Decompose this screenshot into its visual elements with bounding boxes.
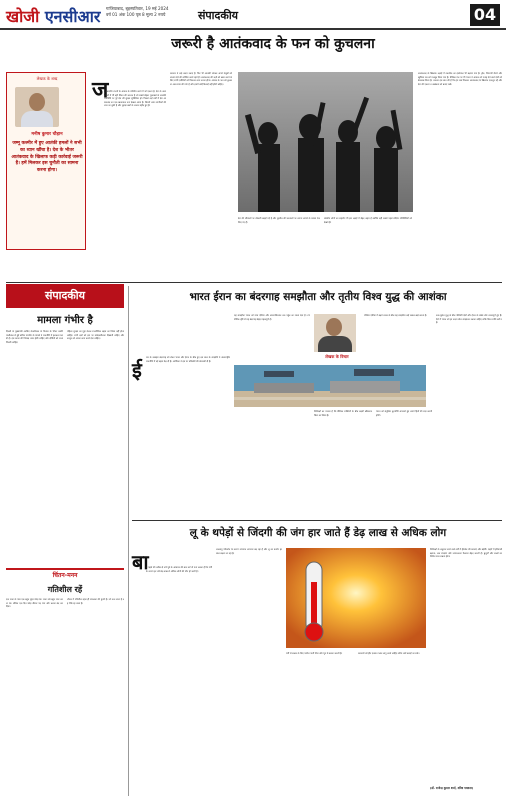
subsection-label: चिंतन-मनन — [6, 568, 124, 582]
article-4-dropcap: ई — [132, 358, 142, 382]
author-photo — [15, 87, 59, 127]
heatwave-sun-image — [286, 548, 426, 648]
article-1 — [90, 72, 502, 280]
article-5-column-3: गर्मी से बचाव के लिए पर्याप्त पानी पीना और धूप से बचना जरूरी है। — [286, 652, 343, 655]
article-divider — [132, 520, 502, 521]
article-5-dropcap: बा — [132, 550, 149, 574]
article-1-column-1: म्मू कश्मीर राज्यों के आतंक के प्रतिरोध करने में जो एकता है, देश के अन्य हिस्सों में भी वही चिंतन की जरूरत है जो सबसे बेहतर मुकाबले के आतंकी गतिविधि पर पूरे देश की सुरक्षा सुनिश्चित हो। पिछले कई वर्षों में देश आतंकवाद का एक खतरनाक रूप देखता आया है। जिसमें आम नागरिकों की जान जा चुकी है और सुरक्षा बलों के जवान शहीद हुए हैं। — [104, 90, 166, 108]
article-3-column-1: एक राजा के पास एक बहुत सुंदर घोड़ा था। राजा उसे बहुत प्यार करता था। लेकिन एक दिन घोड़ा बीमार पड़ गया और चलना बंद कर दिया। — [6, 598, 63, 609]
article-2-headline: मामला गंभीर है — [37, 315, 93, 326]
article-4-column-1: रान के चाबहार बंदरगाह को लेकर भारत और ईरान के बीच हुए दस साल के समझौते ने अंतरराष्ट्रीय राजनीति में नई बहस छेड़ दी है। अमेरिका ने इस पर प्रतिबंधों की चेतावनी दी है। — [146, 356, 230, 363]
article-1-column-2: सरकार ने कड़े कदम उठाए हैं, फिर भी आतंकी संगठन अपने मंसूबों को अंजाम देने की कोशिश करते रहते हैं। आतंकवाद की जड़ों को खत्म करने के लिए सभी एजेंसियों को मिलकर काम करना होगा। आतंक के फन को कुचलना अब समय की मांग है और इसमें कोई ढिलाई नहीं होनी चाहिए। — [170, 72, 232, 86]
article-5-column-1: त पहले की करीब दो वर्ष पूर्व के अध्ययन की बात करें तो पता चलता है कि गर्मी के कारण हर वर्ष डेढ़ लाख से अधिक लोगों की मौत हो जाती है। — [146, 566, 212, 573]
article-3-column-2: जीवन में गतिशील रहना ही सफलता की कुंजी है। जो रुक जाता है वह पीछे रह जाता है। — [67, 598, 124, 605]
page-number: 04 — [470, 4, 500, 26]
article-5-column-4: सरकारों को हीट एक्शन प्लान लागू करने चाहिए ताकि जानें बचाई जा सकें। — [358, 652, 420, 655]
port-aerial-image — [234, 365, 426, 407]
article-4-author-name: लेखक के विचार — [325, 354, 349, 359]
port-aerial-photo — [234, 365, 426, 407]
article-2-column-1: दिल्ली के मुख्यमंत्री अरविंद केजरीवाल के निवास के भीतर स्वाति मालीवाल से हुई कथित मारपीट के मामले ने राजनीति में हलचल मचा दी है। इस घटना की निष्पक्ष जांच होनी चाहिए और दोषियों को सजा मिलनी चाहिए। — [6, 330, 63, 344]
article-1-headline: जरूरी है आतंकवाद के फन को कुचलना — [171, 36, 375, 52]
masthead — [0, 0, 506, 30]
article-1-column-3: देश की सीमाओं पर चौकसी बढ़ाई गई है और घुसपैठ की घटनाओं पर लगाम लगाने के प्रयास तेज किए गए हैं। — [238, 217, 320, 224]
article-1-column-5: आतंकवाद के खिलाफ लड़ाई में तकनीक का इस्तेमाल भी बढ़ाया गया है। ड्रोन, निगरानी कैमरे और खुफिया तंत्र को मजबूत किया गया है। वैश्विक मंच पर भी भारत ने आतंक को पनाह देने वाले देशों को बेनकाब किया है। जरूरत इस बात की है कि हम सब मिलकर आतंकवाद के खिलाफ एकजुट रहें और देश की एकता व अखंडता को बनाए रखें। — [418, 72, 502, 86]
article-4-column-3: पश्चिम एशिया में बढ़ते तनाव के बीच यह समझौता कई सवाल खड़े करता है। — [364, 314, 427, 317]
article-4-column-4: विशेषज्ञों का मानना है कि वैश्विक शक्तियों के बीच बढ़ती खींचतान चिंता का विषय है। — [314, 410, 372, 417]
heatwave-sun-photo — [286, 548, 426, 648]
column-divider — [128, 286, 129, 796]
article-5-headline: लू के थपेड़ों से जिंदगी की जंग हार जाते हैं डेढ़ लाख से अधिक लोग — [189, 527, 447, 539]
logo-left-text: खोजी — [6, 7, 40, 26]
article-5-column-5: विशेषज्ञों के अनुसार आने वाले वर्षों में हीटवेव की घटनाएं और बढ़ेंगी। शहरों में हरियाली बढ़ाना, जल संरक्षण और जागरूकता फैलाना बेहद जरूरी है। बुजुर्गों और बच्चों का विशेष ध्यान रखना होगा। — [430, 548, 502, 559]
article-1-column-4: स्थानीय लोगों का सहयोग भी इस लड़ाई में बेहद अहम है क्योंकि वही सबसे पहले संदिग्ध गतिविधियों को देखते हैं। — [324, 217, 412, 224]
article-3-headline: गतिशील रहें — [47, 585, 83, 594]
author-box-label: लेखक के शब्द — [36, 76, 58, 81]
editorial-band: संपादकीय — [6, 284, 124, 308]
soldiers-silhouette-photo — [238, 72, 413, 212]
article-5-byline: (डॉ. राजेन्द्र कुमार शर्मा, वरिष्ठ पत्रकार) — [430, 786, 474, 790]
dateline-issue: वर्ष 01 अंक 100 पृष्ठ 8 मूल्य 2 रुपये — [106, 12, 166, 17]
newspaper-logo — [6, 5, 100, 25]
author-box — [6, 72, 86, 250]
article-4-author-photo — [314, 314, 356, 352]
section-divider — [6, 282, 502, 283]
article-1-dropcap: ज — [92, 78, 109, 103]
article-4-headline: भारत ईरान का बंदरगाह समझौता और तृतीय विश्व युद्ध की आशंका — [189, 291, 447, 303]
section-title: संपादकीय — [198, 9, 239, 22]
article-4-column-5: भारत को संतुलित कूटनीति अपनाते हुए अपने हितों की रक्षा करनी होगी। — [376, 410, 432, 417]
article-2-column-2: महिला सुरक्षा का मुद्दा केवल राजनीतिक बहस का विषय नहीं होना चाहिए। सभी दलों को इस पर संवेदनशीलता दिखानी चाहिए और कानून को अपना काम करने देना चाहिए। — [67, 330, 124, 341]
logo-right-text: एनसीआर — [39, 7, 101, 26]
article-5-column-2: जलवायु परिवर्तन के कारण तापमान लगातार बढ़ रहा है और लू का प्रकोप हर साल बढ़ता जा रहा है। — [216, 548, 282, 555]
article-4-column-6: रूस-यूक्रेन युद्ध के बीच पश्चिमी देशों और ईरान के संबंध और तनावपूर्ण हुए हैं। ऐसे में भारत को हर कदम सोच समझकर उठाना चाहिए ताकि विश्व शांति बनी रहे। — [436, 314, 502, 325]
author-name: मनीष कुमार चौहान — [31, 132, 63, 137]
author-quote: जम्मू कश्मीर में हुए आतंकी हमलों ने सभी का ध्यान खींचा है। देश के भीतर आतंकवाद के खिलाफ कड़ी कार्रवाई जरूरी है। हमें मिलकर इस चुनौती का सामना करना होगा। — [11, 141, 83, 174]
soldiers-silhouette-image — [238, 72, 413, 212]
dateline-date: गाजियाबाद, बृहस्पतिवार, 19 मई 2024 — [106, 6, 169, 11]
article-4-column-2: यह समझौता भारत को मध्य एशिया और अफगानिस्तान तक पहुंच का रास्ता देता है। रणनीतिक दृष्टि से यह बंदरगाह बेहद महत्वपूर्ण है। — [234, 314, 310, 321]
